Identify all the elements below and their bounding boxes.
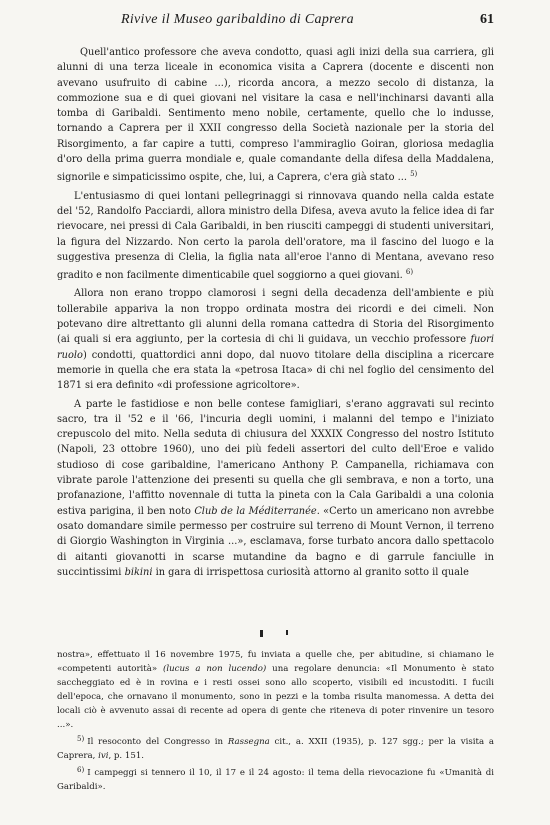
footnote-5-italic: Rassegna bbox=[227, 737, 270, 747]
paragraph-4 bbox=[57, 397, 494, 581]
paragraph-2-text: L'entusiasmo di quei lontani pellegrinaggi si rinnovava quando nella calda estate del '52, Randolfo Pacciardi, allora ministro della Difesa, aveva avuto la felice idea di far rievocare, nei pressi di Cala Garibaldi, in ben riusciti campeggi di studenti universitari, la figura del Nizzardo. Non certo la parola dell'oratore, ma il fascino del luogo e la suggestiva presenza di Clelia, la figlia nata all'eroe l'anno di Mentana, avevano reso gradito e non facilmente dimenticabile quel soggiorno a quei giovani. bbox=[57, 190, 494, 282]
footnote-continuation bbox=[57, 648, 494, 732]
footnote-5-text-end: , p. 151. bbox=[108, 751, 145, 761]
footnote-divider bbox=[260, 630, 300, 638]
paragraph-4-text-end: in gara di irrispettosa curiosità attorno al granito sotto il quale bbox=[152, 566, 469, 578]
footnote-continuation-italic: (lucus a non lucendo) bbox=[163, 664, 267, 674]
footnotes bbox=[57, 648, 494, 794]
footnote-5-text-middle: cit., a. XXII (1935), p. 127 sgg.; per la visita a Caprera, bbox=[57, 737, 494, 761]
paragraph-3 bbox=[57, 286, 494, 393]
divider-mark-left bbox=[260, 630, 263, 637]
footnote-ref-5: 5) bbox=[410, 170, 418, 179]
footnote-continuation-text-end: una regolare denuncia: «Il Monumento è stato saccheggiato ed è in rovina e i resti ossei sono allo scoperto, visibili ed incustoditi. I fucili dell'epoca, che ornavano il monumento, sono in pezzi e la tomba risulta manomessa. A detta dei locali ciò è avvenuto assai di recente ad opera di gente che riteneva di poter rinvenire un tesoro ...». bbox=[57, 664, 495, 730]
paragraph-2 bbox=[57, 189, 494, 284]
paragraph-1 bbox=[57, 45, 494, 186]
footnote-5-text: Il resoconto del Congresso in bbox=[87, 737, 228, 747]
paragraph-3-text-end: ) condotti, quattordici anni dopo, dal nuovo titolare della disciplina a ricercare memorie in quella che era stata la «petrosa Itaca» di chi nel foglio del censimento del 1871 si era definito «di professione agricoltore». bbox=[57, 349, 494, 392]
paragraph-1-text: Quell'antico professore che aveva condotto, quasi agli inizi della sua carriera, gli alunni di una terza liceale in economica visita a Caprera (docente e discenti non avevano usufruito di cabine ...), ricorda ancora, a mezzo secolo di distanza, la commozione sua e di quei giovani nel visitare la casa e nell'inchinarsi davanti alla tomba di Garibaldi. Sentimento meno nobile, certamente, quello che lo indusse, tornando a Caprera per il XXII congresso della Società nazionale per la storia del Risorgimento, a far capire a tutti, compreso l'ammiraglio Goiran, gloriosa medaglia d'oro della prima guerra mondiale e, quale comandante della difesa della Maddalena, signorile e simpaticissimo ospite, che, lui, a Caprera, c'era già stato ... bbox=[57, 47, 494, 184]
page-number: 61 bbox=[480, 12, 494, 27]
page-header bbox=[57, 12, 494, 28]
paragraph-3-italic: fuori ruolo bbox=[57, 334, 494, 361]
footnote-6-marker: 6) bbox=[77, 766, 85, 774]
body-text bbox=[57, 45, 494, 583]
paragraph-4-italic-bikini: bikini bbox=[124, 566, 153, 578]
divider-mark-right bbox=[286, 630, 288, 635]
footnote-5-italic-ivi: ivi bbox=[98, 751, 109, 761]
paragraph-4-text-middle: . «Certo un americano non avrebbe osato domandare simile permesso per costruire sul terreno di Mount Vernon, il terreno di Giorgio Washington in Virginia ...», esclamava, forse turbato ancora dallo spettacolo di aitanti giovanotti in scarse mutandine da bagno e di garrule fanciulle in succintissimi bbox=[57, 505, 494, 578]
paragraph-4-italic-club: Club de la Méditerranée bbox=[194, 505, 317, 517]
footnote-ref-6: 6) bbox=[405, 268, 414, 277]
footnote-6 bbox=[57, 763, 494, 794]
paragraph-3-text: Allora non erano troppo clamorosi i segni della decadenza dell'ambiente e più tollerabile appariva la non troppo ordinata mostra dei ricordi e dei cimeli. Non potevano dire altrettanto gli alunni della romana cattedra di Storia del Risorgimento (ai quali si era aggiunto, per la cortesia di chi li guidava, un vecchio professore bbox=[57, 288, 494, 346]
footnote-continuation-text: nostra», effettuato il 16 novembre 1975, fu inviata a quelle che, per abitudine, si chiamano le «competenti autorità» bbox=[57, 650, 494, 674]
footnote-5-marker: 5) bbox=[77, 735, 85, 743]
paragraph-4-text: A parte le fastidiose e non belle contese famigliari, s'erano aggravati sul recinto sacro, tra il '52 e il '66, l'incuria degli uomini, i malanni del tempo e l'iniziato crepuscolo del mito. Nella seduta di chiusura del XXXIX Congresso del nostro Istituto (Napoli, 23 ottobre 1960), uno dei più fedeli assertori del culto dell'Eroe e valido studioso di cose garibaldine, l'americano Anthony P. Campanella, richiamava con vibrate parole l'attenzione dei presenti su quella che gli sembrava, e non a torto, una profanazione, l'affitto novennale di tutta la pineta con la Cala Garibaldi a una colonia estiva parigina, il ben noto bbox=[57, 398, 494, 517]
footnote-5 bbox=[57, 732, 494, 763]
footnote-6-text: I campeggi si tennero il 10, il 17 e il 24 agosto: il tema della rievocazione fu «Umanità di Garibaldi». bbox=[57, 768, 494, 792]
running-title: Rivive il Museo garibaldino di Caprera bbox=[121, 12, 354, 27]
